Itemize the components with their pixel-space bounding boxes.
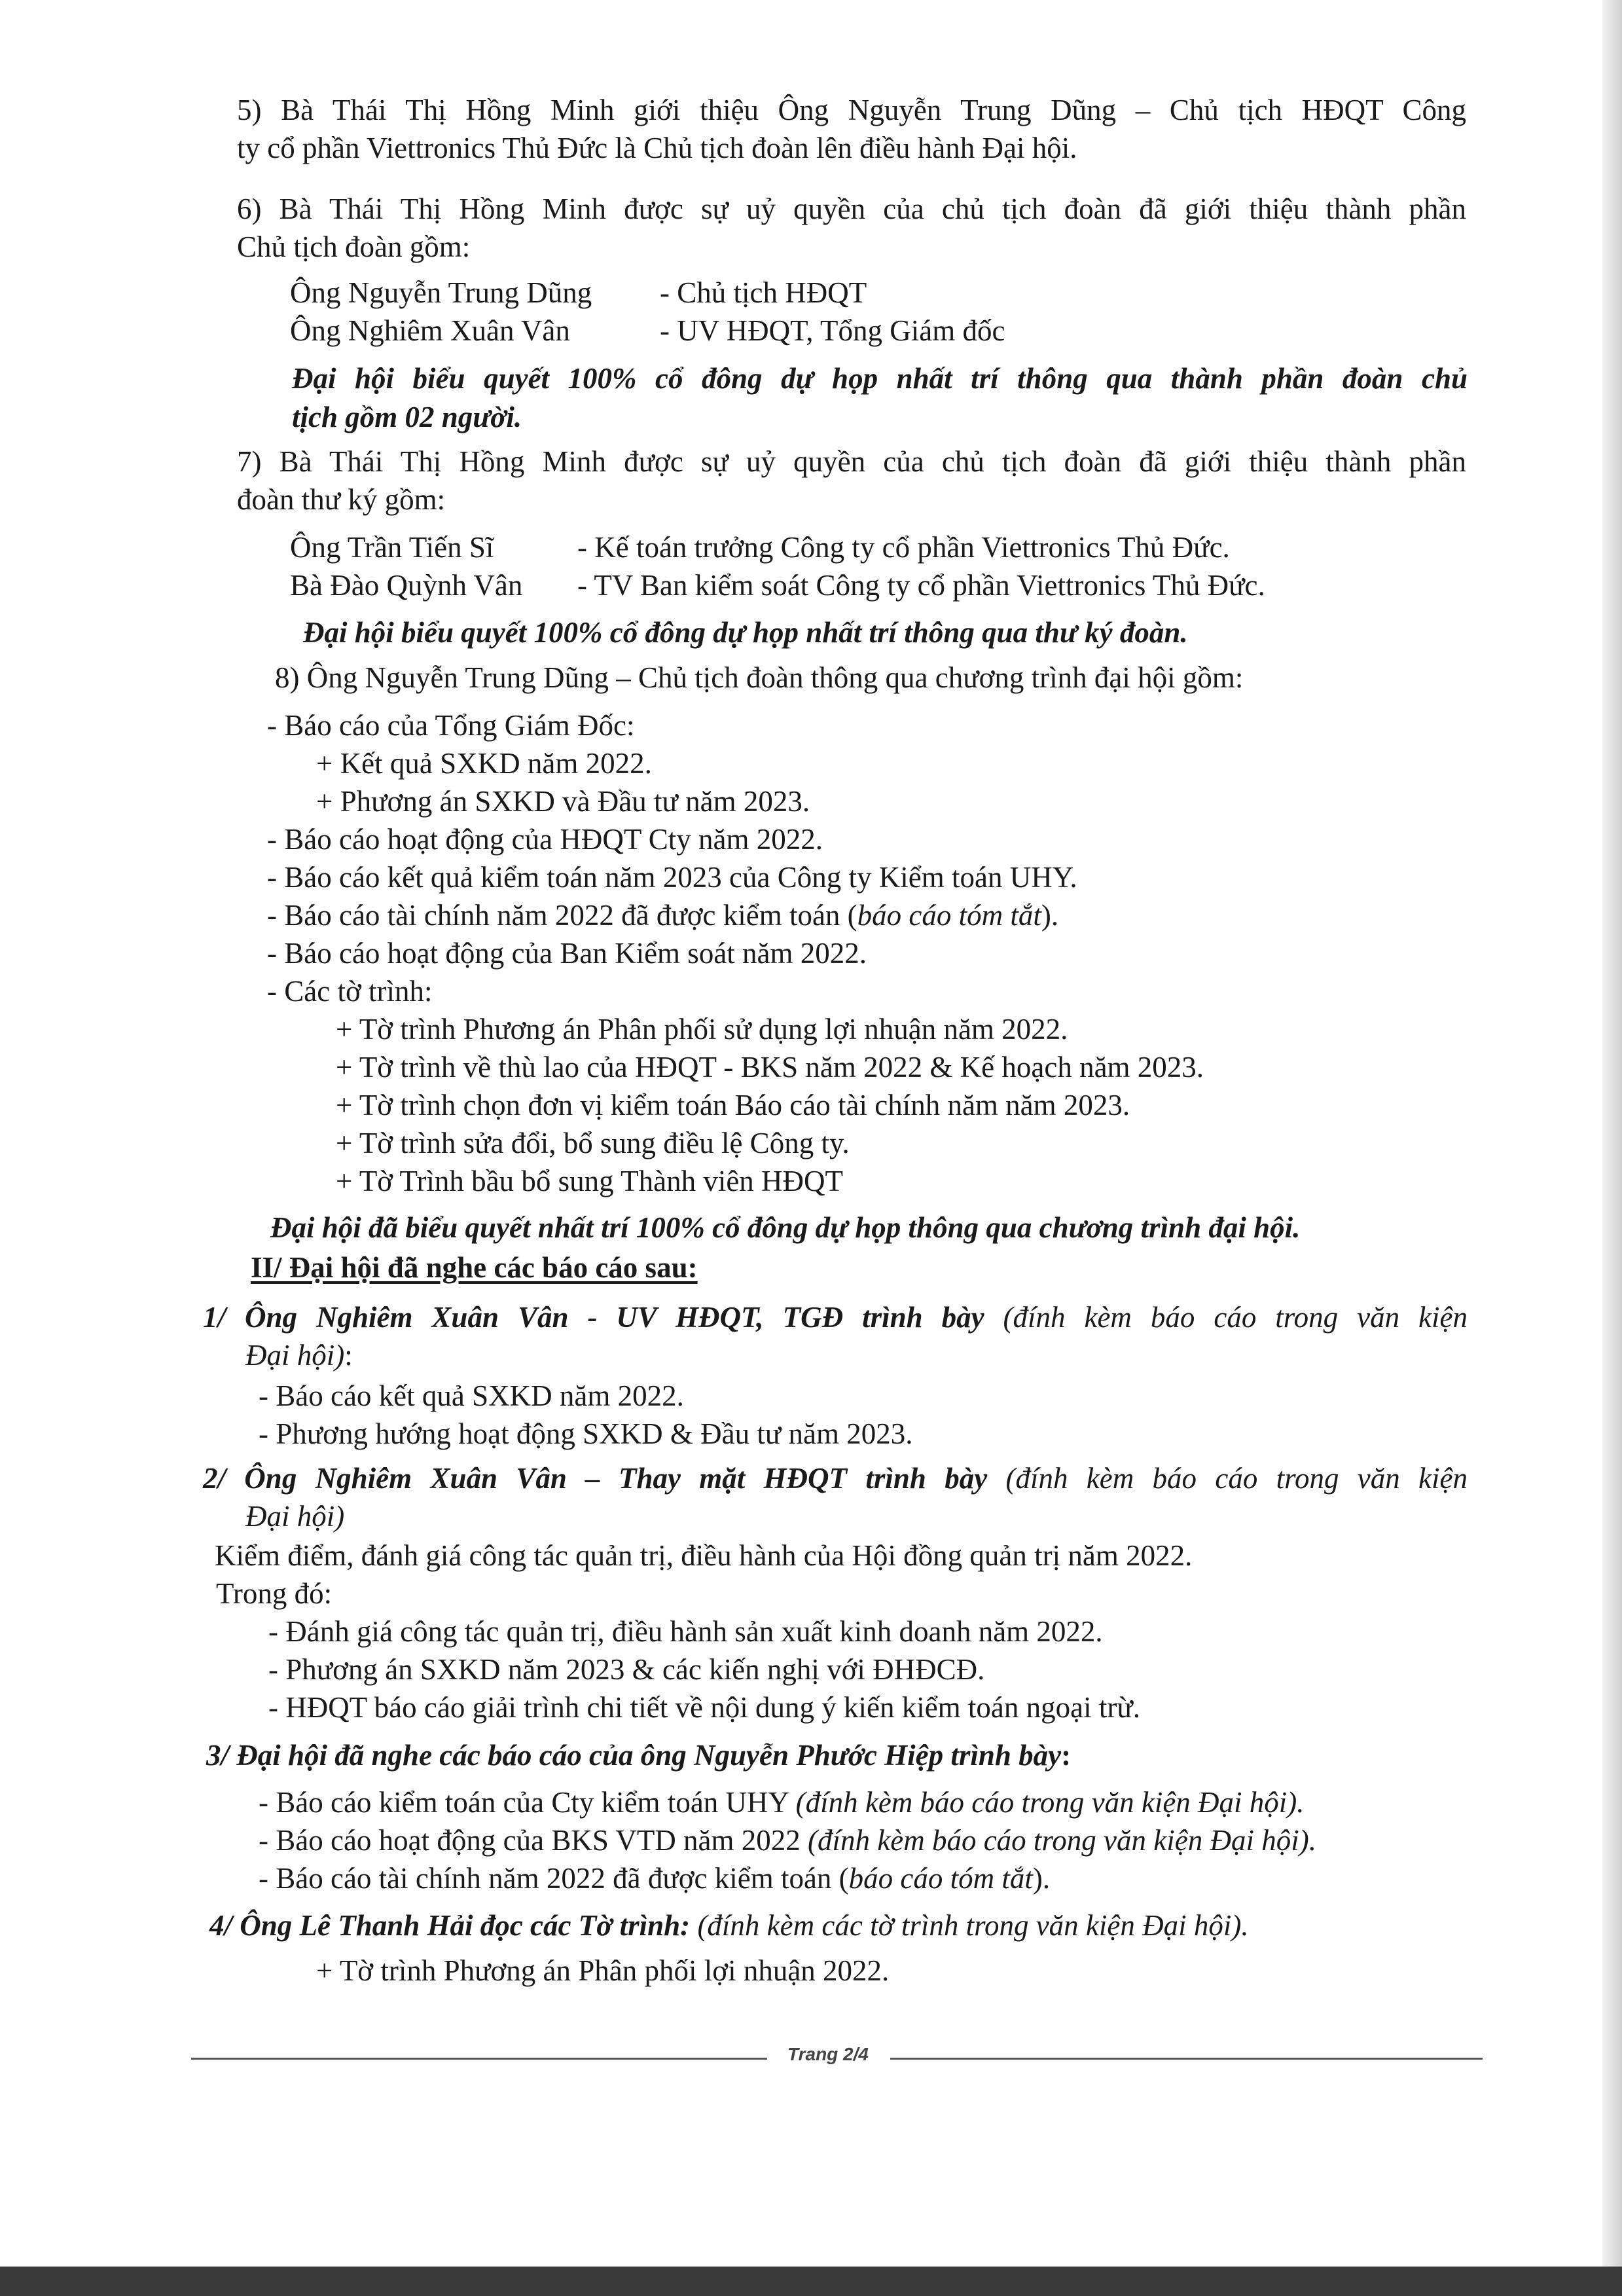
para-5-line-2: ty cổ phần Viettronics Thủ Đức là Chủ tịch đoàn lên điều hành Đại hội. [237, 132, 1077, 164]
chair-member-2-role: - UV HĐQT, Tổng Giám đốc [660, 314, 1005, 347]
para-6-line-1: 6) Bà Thái Thị Hồng Minh được sự uỷ quyền của chủ tịch đoàn đã giới thiệu thành phần [237, 192, 1466, 225]
chair-member-1-name: Ông Nguyễn Trung Dũng [290, 276, 592, 309]
resolution-chair: Đại hội biểu quyết 100% cổ đông dự họp nhất trí thông qua thành phần đoàn chủ [292, 362, 1468, 395]
report-2-item-1: - Đánh giá công tác quản trị, điều hành sản xuất kinh doanh năm 2022. [268, 1615, 1103, 1648]
report-1-item-2: - Phương hướng hoạt động SXKD & Đầu tư năm 2023. [259, 1417, 913, 1450]
agenda-item-ceo-report: - Báo cáo của Tổng Giám Đốc: [267, 709, 635, 742]
chair-member-1-role: - Chủ tịch HĐQT [660, 276, 867, 309]
agenda-item-board-report: - Báo cáo hoạt động của HĐQT Cty năm 2022. [267, 823, 823, 856]
report-2-item-2: - Phương án SXKD năm 2023 & các kiến nghị với ĐHĐCĐ. [268, 1653, 985, 1686]
agenda-subitem-results: + Kết quả SXKD năm 2022. [316, 747, 652, 780]
resolution-agenda: Đại hội đã biểu quyết nhất trí 100% cổ đông dự họp thông qua chương trình đại hội. [270, 1211, 1301, 1244]
report-1-item-1: - Báo cáo kết quả SXKD năm 2022. [259, 1379, 684, 1412]
footer-rule-right [890, 2058, 1483, 2060]
agenda-item-supervisory-report: - Báo cáo hoạt động của Ban Kiểm soát năm 2022. [267, 937, 867, 970]
secretary-1-name: Ông Trần Tiến Sĩ [290, 531, 494, 564]
report-2-heading: 2/ Ông Nghiêm Xuân Vân – Thay mặt HĐQT trình bày (đính kèm báo cáo trong văn kiện [203, 1462, 1468, 1495]
submission-auditor: + Tờ trình chọn đơn vị kiểm toán Báo cáo tài chính năm năm 2023. [336, 1089, 1130, 1121]
secretary-2-role: - TV Ban kiểm soát Công ty cổ phần Viettronics Thủ Đức. [577, 569, 1265, 602]
para-8-line-1: 8) Ông Nguyễn Trung Dũng – Chủ tịch đoàn thông qua chương trình đại hội gồm: [275, 661, 1244, 694]
para-7-line-2: đoàn thư ký gồm: [237, 483, 446, 516]
chair-member-2-name: Ông Nghiêm Xuân Vân [290, 314, 570, 347]
para-6-line-2: Chủ tịch đoàn gồm: [237, 230, 471, 263]
report-3-item-2: - Báo cáo hoạt động của BKS VTD năm 2022 (đính kèm báo cáo trong văn kiện Đại hội). [259, 1824, 1316, 1857]
scan-edge-right [1602, 0, 1622, 2296]
submission-charter: + Tờ trình sửa đổi, bổ sung điều lệ Công ty. [336, 1127, 850, 1159]
report-1-heading: 1/ Ông Nghiêm Xuân Vân - UV HĐQT, TGĐ trình bày (đính kèm báo cáo trong văn kiện [203, 1301, 1468, 1334]
agenda-item-audit-report: - Báo cáo kết quả kiểm toán năm 2023 của Công ty Kiểm toán UHY. [267, 861, 1077, 894]
report-2-summary: Kiểm điểm, đánh giá công tác quản trị, điều hành của Hội đồng quản trị năm 2022. [215, 1539, 1193, 1572]
report-3-item-1: - Báo cáo kiểm toán của Cty kiểm toán UHY (đính kèm báo cáo trong văn kiện Đại hội). [259, 1786, 1305, 1819]
para-5-line-1: 5) Bà Thái Thị Hồng Minh giới thiệu Ông Nguyễn Trung Dũng – Chủ tịch HĐQT Công [237, 94, 1466, 126]
submission-remuneration: + Tờ trình về thù lao của HĐQT - BKS năm 2022 & Kế hoạch năm 2023. [336, 1051, 1204, 1084]
section-2-heading: II/ Đại hội đã nghe các báo cáo sau: [251, 1251, 698, 1284]
footer-rule-left [191, 2058, 767, 2060]
agenda-item-financial-report: - Báo cáo tài chính năm 2022 đã được kiểm toán (báo cáo tóm tắt). [267, 899, 1059, 932]
report-3-item-3: - Báo cáo tài chính năm 2022 đã được kiểm toán (báo cáo tóm tắt). [259, 1862, 1051, 1895]
resolution-secretary: Đại hội biểu quyết 100% cổ đông dự họp nhất trí thông qua thư ký đoàn. [303, 616, 1188, 649]
report-4-heading: 4/ Ông Lê Thanh Hải đọc các Tờ trình: (đính kèm các tờ trình trong văn kiện Đại hội). [209, 1909, 1249, 1942]
submission-profit: + Tờ trình Phương án Phân phối sử dụng lợi nhuận năm 2022. [336, 1013, 1068, 1046]
resolution-chair-line-2: tịch gồm 02 người. [292, 401, 522, 433]
agenda-subitem-plan: + Phương án SXKD và Đầu tư năm 2023. [316, 785, 810, 818]
report-3-heading: 3/ Đại hội đã nghe các báo cáo của ông Nguyễn Phước Hiệp trình bày: [206, 1739, 1072, 1772]
para-7-line-1: 7) Bà Thái Thị Hồng Minh được sự uỷ quyền của chủ tịch đoàn đã giới thiệu thành phần [237, 445, 1466, 478]
report-4-item-1: + Tờ trình Phương án Phân phối lợi nhuận 2022. [316, 1954, 890, 1987]
page-number: Trang 2/4 [787, 2044, 869, 2064]
secretary-1-role: - Kế toán trưởng Công ty cổ phần Viettronics Thủ Đức. [577, 531, 1230, 564]
report-2-heading-line-2: Đại hội) [245, 1500, 345, 1533]
report-2-within: Trong đó: [216, 1577, 333, 1610]
submission-board-member: + Tờ Trình bầu bổ sung Thành viên HĐQT [336, 1165, 844, 1197]
agenda-item-submissions: - Các tờ trình: [267, 975, 433, 1008]
secretary-2-name: Bà Đào Quỳnh Vân [290, 569, 523, 602]
report-1-heading-line-2: Đại hội): [245, 1339, 353, 1372]
report-2-item-3: - HĐQT báo cáo giải trình chi tiết về nội dung ý kiến kiểm toán ngoại trừ. [268, 1691, 1141, 1724]
scan-edge-bottom [0, 2267, 1622, 2296]
